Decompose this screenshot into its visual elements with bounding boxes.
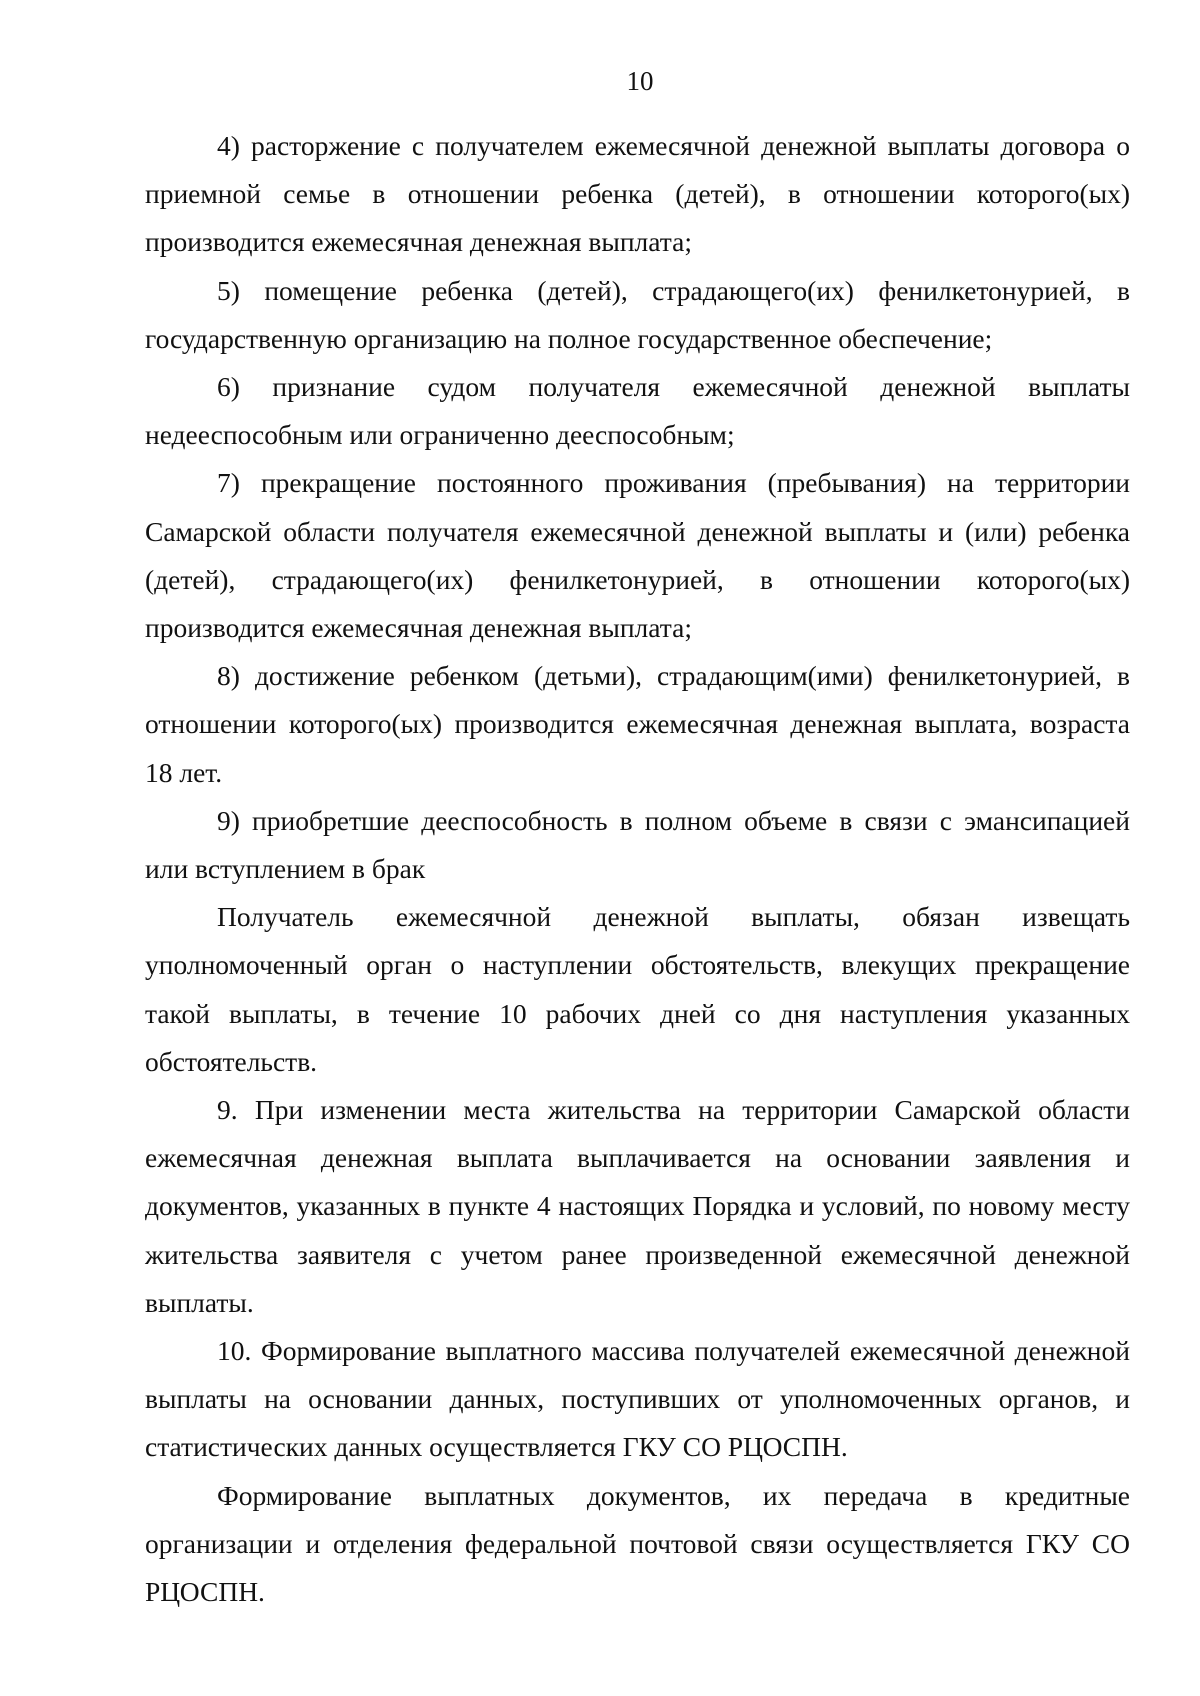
- paragraph-item-6: 6) признание судом получателя ежемесячной денежной выплаты недееспособным или ограниченно дееспособным;: [145, 371, 1130, 451]
- document-body: [145, 122, 1130, 1616]
- page-number: 10: [626, 66, 654, 96]
- paragraph-item-4: 4) расторжение с получателем ежемесячной денежной выплаты договора о приемной семье в отношении ребенка (детей), в отношении которого(ых) производится ежемесячная денежная выплата;: [145, 130, 1130, 258]
- paragraph-item-9: 9) приобретшие дееспособность в полном объеме в связи с эмансипацией или вступлением в брак: [145, 804, 1130, 885]
- paragraph-item-7: 7) прекращение постоянного проживания (пребывания) на территории Самарской области получателя ежемесячной денежной выплаты и (или) ребенка (детей), страдающего(их) фенилкетонурией, в отношении которого(ых) производится ежемесячная денежная выплата;: [145, 467, 1130, 644]
- paragraph-item-8: 8) достижение ребенком (детьми), страдающим(ими) фенилкетонурией, в отношении которого(ых) производится ежемесячная денежная выплата, возраста 18 лет.: [145, 660, 1130, 788]
- paragraph-payment-documents: Формирование выплатных документов, их передача в кредитные организации и отделения федеральной почтовой связи осуществляется ГКУ СО РЦОСПН.: [145, 1479, 1130, 1608]
- paragraph-item-5: 5) помещение ребенка (детей), страдающего(их) фенилкетонурией, в государственную организацию на полное государственное обеспечение;: [145, 274, 1130, 354]
- paragraph-section-9: 9. При изменении места жительства на территории Самарской области ежемесячная денежная выплата выплачивается на основании заявления и документов, указанных в пункте 4 настоящих Порядка и условий, по новому месту жительства заявителя с учетом ранее произведенной ежемесячной денежной выплаты.: [145, 1094, 1130, 1318]
- paragraph-notification-duty: Получатель ежемесячной денежной выплаты, обязан извещать уполномоченный орган о наступлении обстоятельств, влекущих прекращение такой выплаты, в течение 10 рабочих дней со дня наступления указанных обстоятельств.: [145, 901, 1130, 1077]
- paragraph-section-10: 10. Формирование выплатного массива получателей ежемесячной денежной выплаты на основании данных, поступивших от уполномоченных органов, и статистических данных осуществляется ГКУ СО РЦОСПН.: [145, 1335, 1130, 1463]
